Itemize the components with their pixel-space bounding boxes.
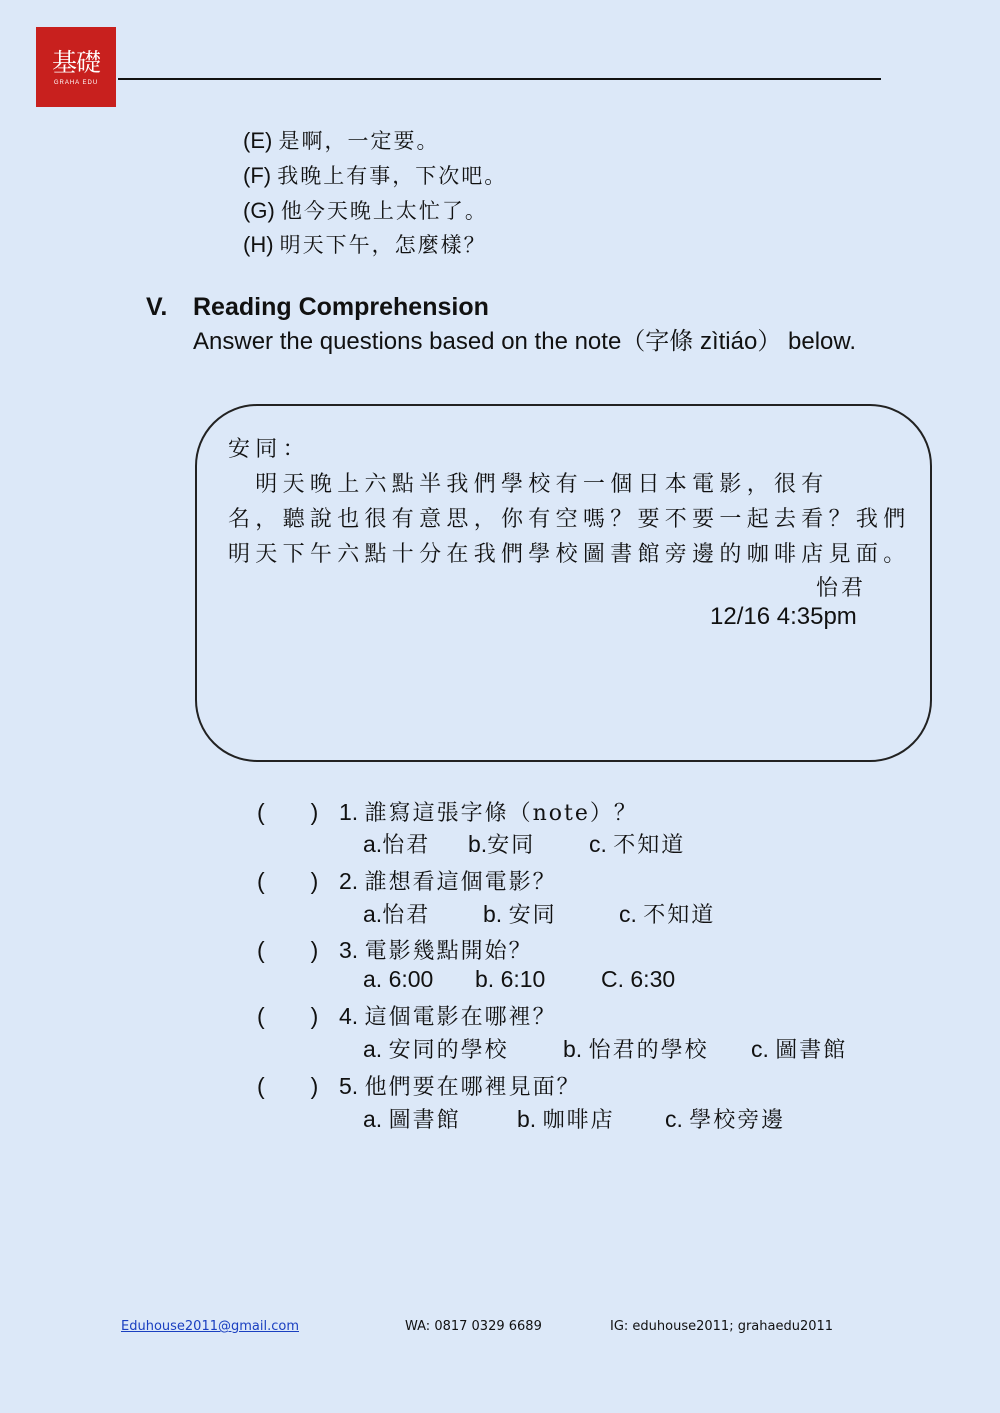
answer-blank[interactable]: ( ) xyxy=(257,868,319,894)
choice-text: 安同 xyxy=(508,903,557,928)
choice-a xyxy=(363,898,430,929)
question-text: 這個電影在哪裡？ xyxy=(364,1005,557,1030)
choice-a xyxy=(363,966,433,993)
choice-text: 圖書館 xyxy=(775,1038,848,1063)
choice-label: b. xyxy=(468,831,488,857)
option-text: 我晚上有事，下次吧。 xyxy=(277,164,508,188)
choice-label: a. xyxy=(363,966,383,992)
question-text: 電影幾點開始？ xyxy=(364,939,533,964)
choice-b xyxy=(475,966,545,993)
note-signer: 怡君 xyxy=(816,576,867,601)
choice-label: b. xyxy=(563,1036,583,1062)
logo-mark: 基礎 xyxy=(51,47,100,77)
choice-label: a. xyxy=(363,1036,383,1062)
choice-label: b. xyxy=(483,901,503,927)
choice-text: 安同 xyxy=(487,833,536,858)
choice-c xyxy=(665,1103,785,1134)
note-line-2: 名，聽說也很有意思，你有空嗎？要不要一起去看？我們 xyxy=(228,507,911,532)
note-timestamp: 12/16 4:35pm xyxy=(710,603,857,630)
choice-text: 不知道 xyxy=(643,903,716,928)
option-e xyxy=(243,125,439,155)
question-5 xyxy=(257,1068,581,1101)
section-number: V. xyxy=(146,293,168,321)
choice-c xyxy=(589,828,685,859)
choice-text: 圖書館 xyxy=(388,1108,461,1133)
note-greeting: 安同： xyxy=(228,437,310,462)
choice-c xyxy=(619,898,715,929)
question-number: 3. xyxy=(339,937,359,963)
choice-label: c. xyxy=(665,1106,683,1132)
header-divider xyxy=(118,78,881,80)
choice-label: C. xyxy=(601,966,624,992)
option-g xyxy=(243,195,488,225)
choice-a xyxy=(363,1033,509,1064)
note-line-1: 明天晚上六點半我們學校有一個日本電影，很有 xyxy=(228,472,829,497)
answer-blank[interactable]: ( ) xyxy=(257,937,319,963)
choice-label: c. xyxy=(619,901,637,927)
choice-b xyxy=(563,1033,709,1064)
choice-label: c. xyxy=(589,831,607,857)
question-3 xyxy=(257,932,533,965)
choice-label: a. xyxy=(363,831,383,857)
option-f xyxy=(243,160,507,190)
choice-label: a. xyxy=(363,901,383,927)
option-text: 明天下午，怎麼樣？ xyxy=(279,233,487,257)
choice-b xyxy=(468,828,535,859)
section-title: Reading Comprehension xyxy=(193,293,489,321)
choice-c xyxy=(601,966,675,993)
choice-text: 安同的學校 xyxy=(388,1038,509,1063)
option-letter: (H) xyxy=(243,232,274,257)
choice-text: 怡君 xyxy=(382,833,431,858)
question-text: 誰寫這張字條（note）？ xyxy=(364,801,638,826)
choice-text: 咖啡店 xyxy=(542,1108,615,1133)
question-2 xyxy=(257,863,557,896)
choice-c xyxy=(751,1033,847,1064)
question-1 xyxy=(257,794,638,827)
question-text: 誰想看這個電影？ xyxy=(364,870,557,895)
choice-text: 6:00 xyxy=(388,966,434,992)
choice-text: 學校旁邊 xyxy=(689,1108,786,1133)
choice-text: 6:30 xyxy=(630,966,676,992)
question-4 xyxy=(257,998,557,1031)
answer-blank[interactable]: ( ) xyxy=(257,1003,319,1029)
footer-instagram: IG: eduhouse2011; grahaedu2011 xyxy=(610,1319,834,1334)
question-text: 他們要在哪裡見面？ xyxy=(364,1075,581,1100)
choice-label: a. xyxy=(363,1106,383,1132)
choice-text: 怡君 xyxy=(382,903,431,928)
footer-email-link[interactable]: Eduhouse2011@gmail.com xyxy=(121,1319,299,1334)
choice-label: b. xyxy=(517,1106,537,1132)
question-number: 5. xyxy=(339,1073,359,1099)
choice-text: 6:10 xyxy=(500,966,546,992)
note-line-3: 明天下午六點十分在我們學校圖書館旁邊的咖啡店見面。 xyxy=(228,542,911,567)
choice-text: 怡君的學校 xyxy=(588,1038,709,1063)
answer-blank[interactable]: ( ) xyxy=(257,1073,319,1099)
choice-text: 不知道 xyxy=(613,833,686,858)
option-text: 是啊，一定要。 xyxy=(278,129,440,153)
option-letter: (F) xyxy=(243,163,272,188)
choice-a xyxy=(363,828,430,859)
option-text: 他今天晚上太忙了。 xyxy=(280,199,488,223)
choice-a xyxy=(363,1103,461,1134)
option-letter: (G) xyxy=(243,198,275,223)
choice-label: b. xyxy=(475,966,495,992)
choice-label: c. xyxy=(751,1036,769,1062)
question-number: 4. xyxy=(339,1003,359,1029)
choice-b xyxy=(483,898,557,929)
brand-logo xyxy=(36,27,116,107)
option-letter: (E) xyxy=(243,128,273,153)
answer-blank[interactable]: ( ) xyxy=(257,799,319,825)
question-number: 1. xyxy=(339,799,359,825)
logo-tagline: GRAHA EDU xyxy=(53,79,99,86)
option-h xyxy=(243,229,487,259)
section-instruction: Answer the questions based on the note（字條 zìtiáo） below. xyxy=(193,328,857,355)
footer-whatsapp: WA: 0817 0329 6689 xyxy=(405,1319,542,1334)
choice-b xyxy=(517,1103,615,1134)
question-number: 2. xyxy=(339,868,359,894)
